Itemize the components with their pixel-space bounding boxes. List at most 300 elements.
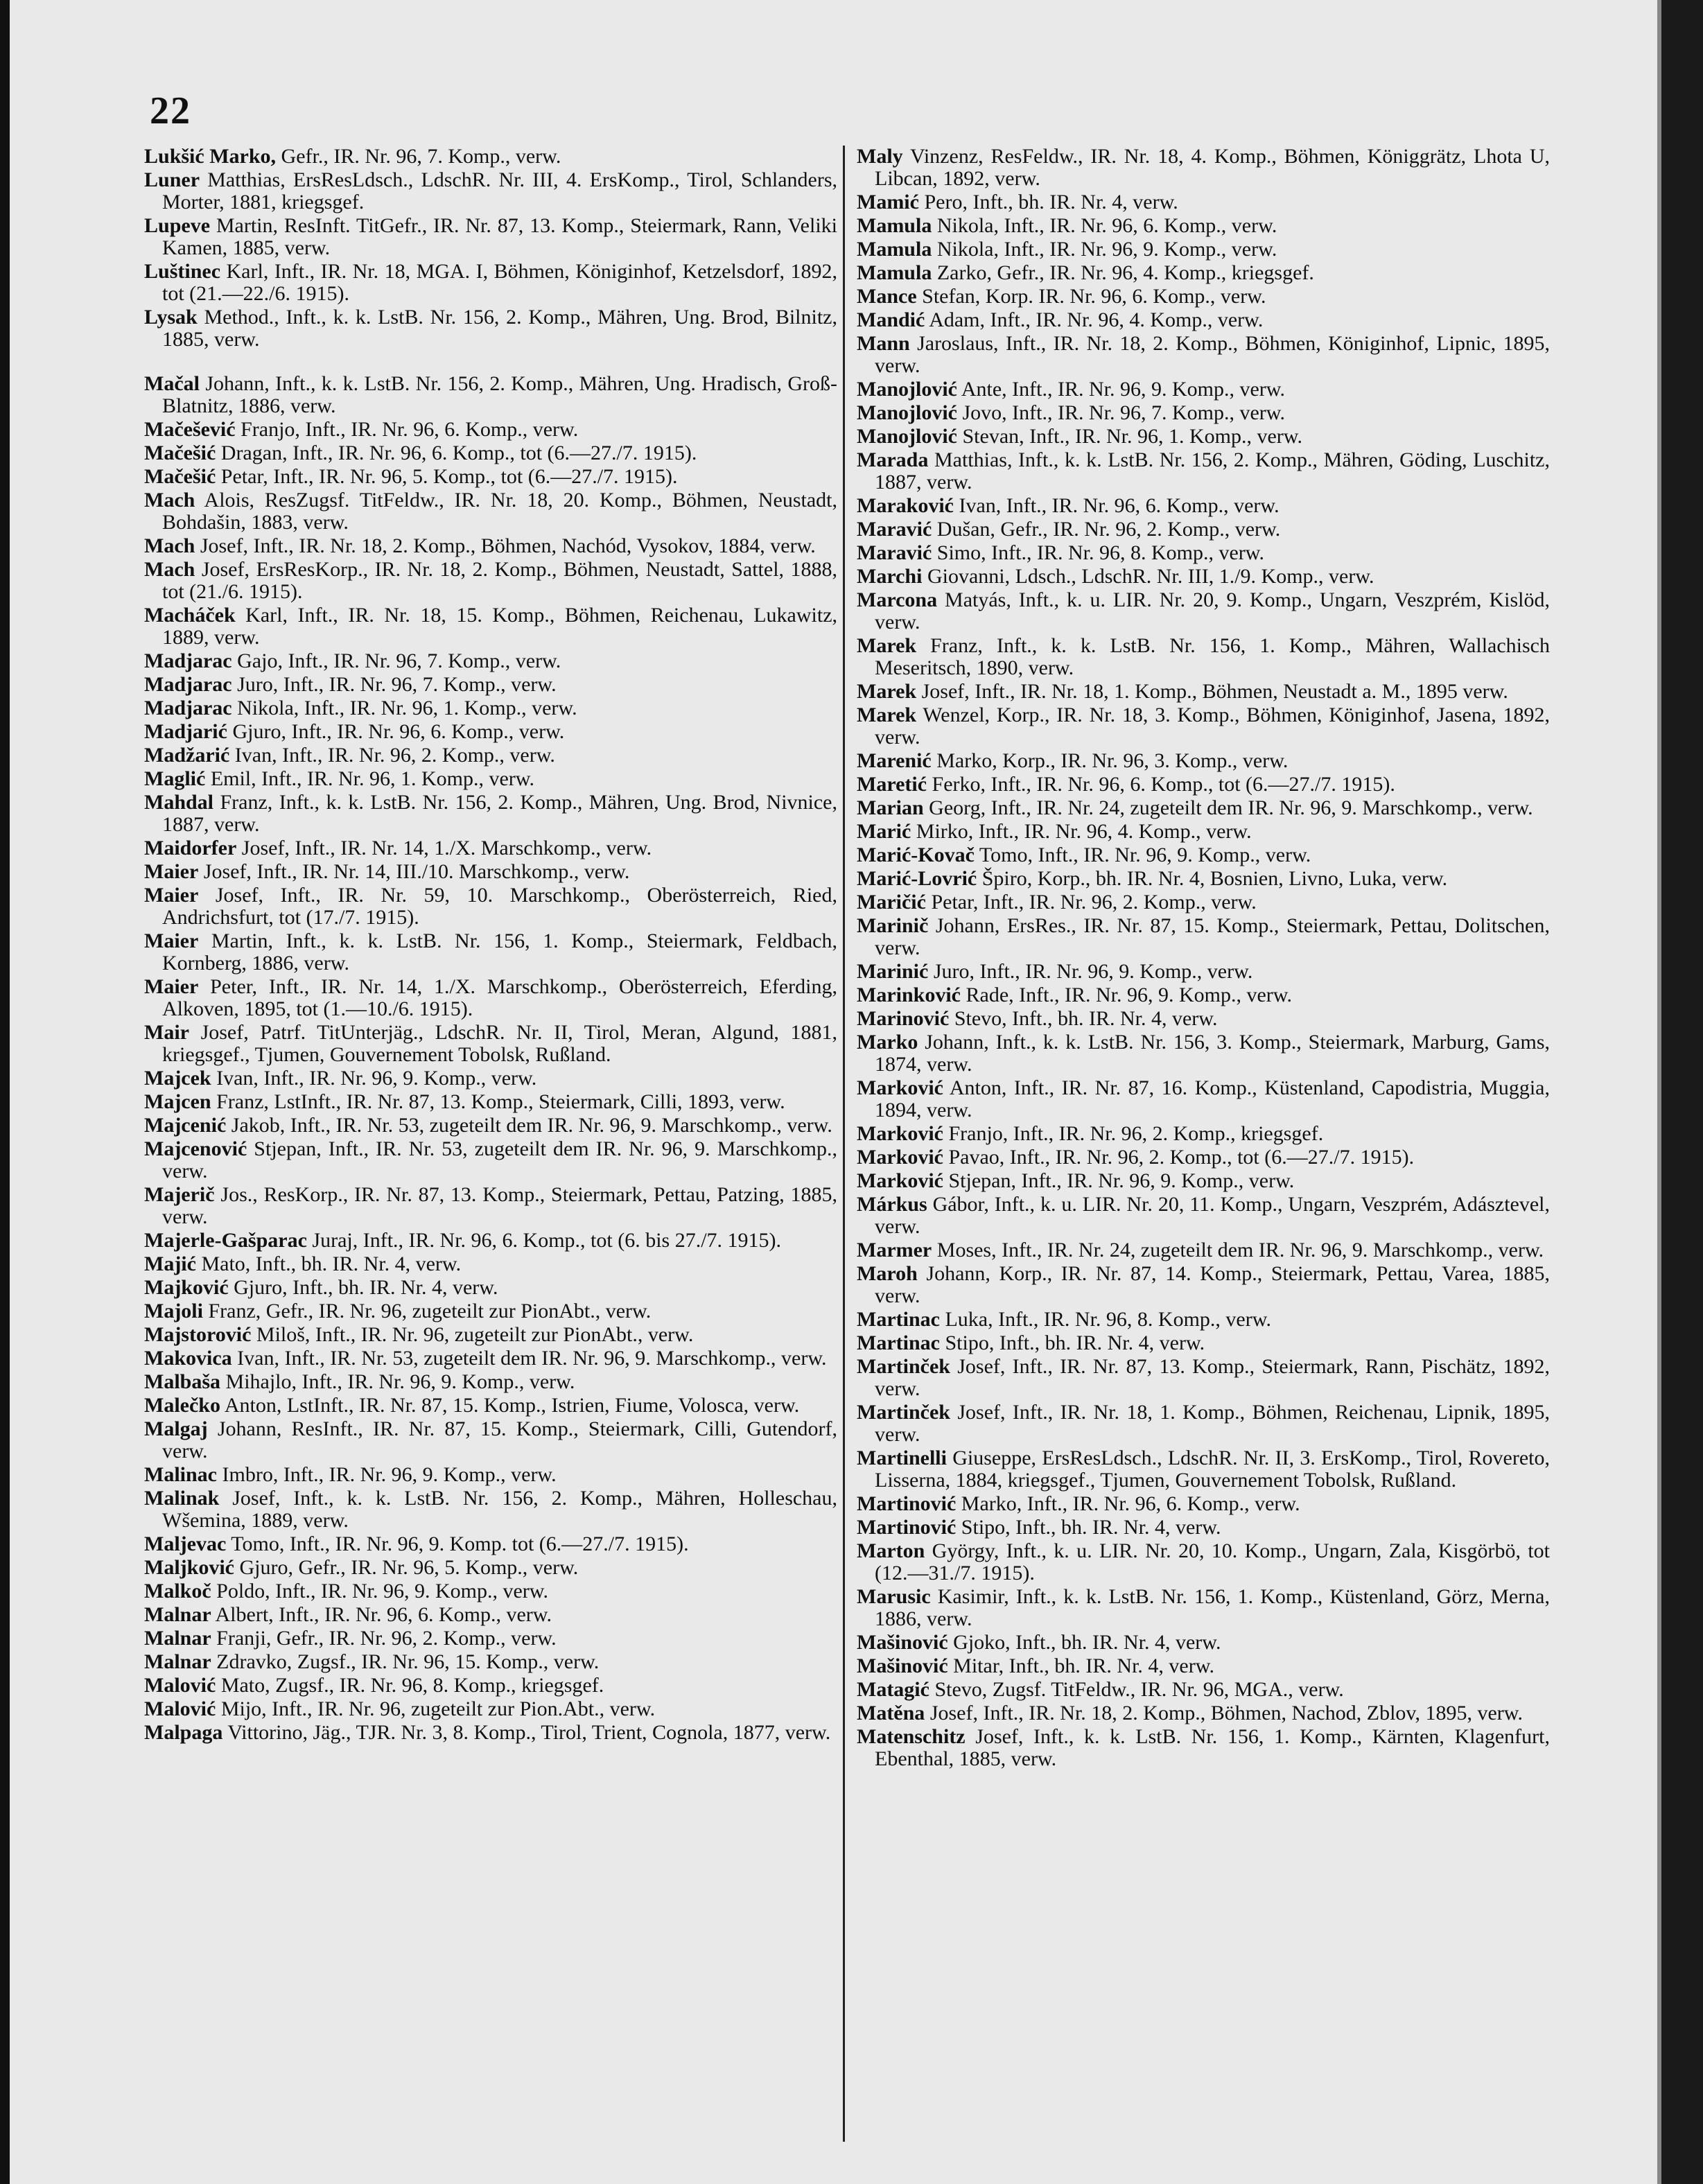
entry-details: Gajo, Inft., IR. Nr. 96, 7. Komp., verw. [237,649,561,672]
register-entry [857,449,1550,493]
entry-details: Ivan, Inft., IR. Nr. 96, 2. Komp., verw. [234,744,555,767]
entry-name: Majerle-Gašparac [144,1229,307,1252]
entry-details: Nikola, Inft., IR. Nr. 96, 6. Komp., verw. [936,214,1277,237]
entry-details: Marko, Korp., IR. Nr. 96, 3. Komp., verw. [936,749,1289,772]
entry-name: Maidorfer [144,837,237,859]
register-entry [144,1324,837,1346]
register-entry [857,566,1550,588]
register-entry [857,844,1550,866]
register-entry [857,681,1550,703]
entry-name: Malnar [144,1650,211,1673]
register-entry [144,489,837,534]
register-entry [144,976,837,1020]
entry-name: Marinković [857,984,961,1006]
register-entry [857,1540,1550,1584]
entry-name: Marian [857,796,924,819]
register-entry [144,1418,837,1462]
entry-details: Giuseppe, ErsResLdsch., LdschR. Nr. II, 3. ErsKomp., Tirol, Rovereto, Lisserna, 1884, kriegsgef., Tjumen, Gouvernement Tobolsk, Rußland. [875,1447,1551,1492]
entry-name: Maier [144,860,199,883]
register-entry [144,559,837,603]
entry-details: Stevo, Inft., bh. IR. Nr. 4, verw. [954,1007,1218,1030]
entry-details: Matyás, Inft., k. u. LIR. Nr. 20, 9. Komp., Ungarn, Veszprém, Kislöd, verw. [875,588,1550,634]
register-entry [857,518,1550,541]
entry-name: Majić [144,1252,196,1275]
register-entry [144,884,837,929]
entry-details: Vinzenz, ResFeldw., IR. Nr. 18, 4. Komp., Böhmen, Königgrätz, Lhota U, Libcan, 1892, verw. [875,145,1551,190]
entry-name: Marić-Kovač [857,844,975,866]
entry-details: Franz, LstInft., IR. Nr. 87, 13. Komp., Steiermark, Cilli, 1893, verw. [216,1090,785,1113]
register-entry [144,215,837,259]
register-entry [857,1170,1550,1192]
entry-name: Marković [857,1122,943,1145]
entry-name: Marek [857,634,917,657]
register-entry [144,1347,837,1370]
entry-details: Method., Inft., k. k. LstB. Nr. 156, 2. Komp., Mähren, Ung. Brod, Bilnitz, 1885, verw. [162,306,837,351]
entry-name: Malović [144,1674,216,1697]
register-entry [857,1726,1550,1770]
register-entry [144,1300,837,1322]
register-entry [144,1115,837,1137]
entry-name: Marković [857,1169,943,1192]
scan-edge-left [0,0,10,2184]
entry-details: Johann, ErsRes., IR. Nr. 87, 15. Komp., Steiermark, Pettau, Dolitschen, verw. [875,914,1550,959]
entry-details: Martin, Inft., k. k. LstB. Nr. 156, 1. Komp., Steiermark, Feldbach, Kornberg, 1886, verw. [162,929,837,975]
entry-name: Maier [144,929,199,952]
entry-details: Johann, ResInft., IR. Nr. 87, 15. Komp., Steiermark, Cilli, Gutendorf, verw. [162,1417,837,1462]
entry-details: Mato, Inft., bh. IR. Nr. 4, verw. [201,1252,462,1275]
entry-details: Anton, Inft., IR. Nr. 87, 16. Komp., Küstenland, Capodistria, Muggia, 1894, verw. [875,1076,1550,1121]
entry-details: Juraj, Inft., IR. Nr. 96, 6. Komp., tot (6. bis 27./7. 1915). [312,1229,782,1252]
register-entry [144,1138,837,1182]
register-entry [857,146,1550,190]
entry-name: Marada [857,448,929,471]
register-entry [144,1651,837,1673]
register-entry [144,1184,837,1228]
register-entry [857,1401,1550,1446]
entry-name: Matěna [857,1702,925,1724]
entry-details: Pavao, Inft., IR. Nr. 96, 2. Komp., tot (6.—27./7. 1915). [948,1146,1415,1169]
register-entry [144,1464,837,1486]
entry-name: Matenschitz [857,1725,966,1748]
register-entry [144,535,837,557]
entry-details: Mirko, Inft., IR. Nr. 96, 4. Komp., verw. [916,820,1252,843]
entry-name: Martinović [857,1516,957,1539]
entry-name: Maravić [857,518,932,541]
entry-name: Mašinović [857,1654,948,1677]
register-entry [857,891,1550,914]
entry-details: Gefr., IR. Nr. 96, 7. Komp., verw. [281,145,561,168]
entry-name: Malnar [144,1603,211,1626]
register-entry [144,1627,837,1650]
entry-details: Jaroslaus, Inft., IR. Nr. 18, 2. Komp., Böhmen, Königinhof, Lipnic, 1895, verw. [875,332,1551,377]
entry-details: Josef, Inft., IR. Nr. 87, 13. Komp., Steiermark, Rann, Pischätz, 1892, verw. [875,1355,1551,1400]
register-entry [857,402,1550,424]
page-number: 22 [150,89,191,132]
entry-name: Maroh [857,1262,918,1285]
entry-name: Majković [144,1276,229,1299]
register-entry [144,1698,837,1720]
entry-details: Stevo, Zugsf. TitFeldw., IR. Nr. 96, MGA., verw. [934,1678,1344,1701]
entry-name: Manojlović [857,401,957,424]
entry-name: Martinac [857,1331,940,1354]
entry-details: Franz, Inft., k. k. LstB. Nr. 156, 1. Komp., Mähren, Wallachisch Meseritsch, 1890, verw. [875,634,1550,679]
entry-details: Špiro, Korp., bh. IR. Nr. 4, Bosnien, Livno, Luka, verw. [981,867,1448,890]
entry-name: Majoli [144,1300,203,1322]
entry-details: Franjo, Inft., IR. Nr. 96, 2. Komp., kriegsgef. [948,1122,1324,1145]
entry-details: Josef, Patrf. TitUnterjäg., LdschR. Nr. II, Tirol, Meran, Algund, 1881, kriegsgef., Tjumen, Gouvernement Tobolsk, Rußland. [162,1021,837,1066]
entry-details: Mitar, Inft., bh. IR. Nr. 4, verw. [953,1654,1214,1677]
entry-name: Mach [144,534,195,557]
register-entry [144,1533,837,1555]
entry-details: Alois, ResZugsf. TitFeldw., IR. Nr. 18, 20. Komp., Böhmen, Neustadt, Bohdašin, 1883, verw. [162,489,837,534]
register-entry [857,915,1550,959]
entry-details: Franz, Gefr., IR. Nr. 96, zugeteilt zur PionAbt., verw. [208,1300,652,1322]
entry-name: Matagić [857,1678,929,1701]
register-entry [857,1679,1550,1701]
register-entry [857,774,1550,796]
register-entry [857,1356,1550,1400]
entry-details: Emil, Inft., IR. Nr. 96, 1. Komp., verw. [210,767,534,790]
register-entry [857,1332,1550,1354]
entry-details: Ivan, Inft., IR. Nr. 96, 6. Komp., verw. [959,494,1280,517]
entry-details: Stjepan, Inft., IR. Nr. 53, zugeteilt dem IR. Nr. 96, 9. Marschkomp., verw. [162,1137,837,1182]
entry-details: Dragan, Inft., IR. Nr. 96, 6. Komp., tot (6.—27./7. 1915). [220,442,697,464]
entry-name: Marenić [857,749,932,772]
entry-details: Franjo, Inft., IR. Nr. 96, 6. Komp., verw. [241,418,579,441]
register-entry [144,261,837,305]
entry-name: Madjarac [144,673,232,696]
entry-name: Malović [144,1697,216,1720]
entry-name: Madjarac [144,697,232,719]
register-entry [857,238,1550,261]
entry-details: Josef, Inft., IR. Nr. 14, 1./X. Marschkomp., verw. [241,837,652,859]
entry-name: Lupeve [144,214,211,237]
entry-details: Petar, Inft., IR. Nr. 96, 2. Komp., verw. [931,891,1257,914]
entry-details: Gjuro, Inft., IR. Nr. 96, 6. Komp., verw. [232,720,565,743]
entry-details: Miloš, Inft., IR. Nr. 96, zugeteilt zur PionAbt., verw. [256,1323,694,1346]
entry-name: Marton [857,1539,925,1562]
entry-details: Stipo, Inft., bh. IR. Nr. 4, verw. [945,1331,1205,1354]
entry-details: Juro, Inft., IR. Nr. 96, 7. Komp., verw. [237,673,557,696]
register-entry [144,837,837,859]
register-entry [857,1031,1550,1076]
register-entry [857,286,1550,308]
entry-details: Josef, Inft., IR. Nr. 18, 1. Komp., Böhmen, Reichenau, Lipnik, 1895, verw. [875,1401,1550,1446]
entry-details: Rade, Inft., IR. Nr. 96, 9. Komp., verw. [966,984,1292,1006]
entry-details: Stjepan, Inft., IR. Nr. 96, 9. Komp., verw. [948,1169,1295,1192]
entry-name: Martinelli [857,1447,947,1469]
entry-name: Marković [857,1076,943,1099]
entry-details: Tomo, Inft., IR. Nr. 96, 9. Komp., verw. [979,844,1311,866]
column-divider [843,146,845,2142]
entry-name: Majcek [144,1067,211,1090]
scan-edge-right [1661,0,1703,2184]
register-entry [144,1604,837,1626]
register-entry [857,1008,1550,1030]
entry-details: Marko, Inft., IR. Nr. 96, 6. Komp., verw. [961,1492,1300,1515]
entry-name: Makovica [144,1347,232,1370]
entry-details: Ante, Inft., IR. Nr. 96, 9. Komp., verw. [961,378,1285,401]
entry-details: Dušan, Gefr., IR. Nr. 96, 2. Komp., verw. [936,518,1281,541]
register-entry [857,1194,1550,1238]
entry-details: Karl, Inft., IR. Nr. 18, MGA. I, Böhmen, Königinhof, Ketzelsdorf, 1892, tot (21.—22./6. 1915). [162,260,837,305]
entry-details: Martin, ResInft. TitGefr., IR. Nr. 87, 13. Komp., Steiermark, Rann, Veliki Kamen, 1885, verw. [162,214,837,259]
entry-name: Maglić [144,767,206,790]
entry-name: Maier [144,884,199,907]
entry-name: Maljevac [144,1532,227,1555]
entry-name: Mandić [857,308,925,331]
register-entry [857,262,1550,284]
register-entry [144,1487,837,1532]
entry-name: Madžarić [144,744,230,767]
register-entry [857,1632,1550,1654]
entry-details: Albert, Inft., IR. Nr. 96, 6. Komp., verw. [215,1603,552,1626]
entry-name: Maretić [857,773,927,796]
entry-name: Maly [857,145,903,168]
entry-details: Matthias, Inft., k. k. LstB. Nr. 156, 2. Komp., Mähren, Göding, Luschitz, 1887, verw. [875,448,1550,493]
register-entry [144,1067,837,1090]
register-entry [857,1655,1550,1677]
entry-details: Johann, Inft., k. k. LstB. Nr. 156, 3. Komp., Steiermark, Marburg, Gams, 1874, verw. [875,1031,1551,1076]
entry-name: Marinović [857,1007,950,1030]
entry-name: Lukšić Marko, [144,145,277,168]
register-entry [144,861,837,883]
entry-name: Mamula [857,261,932,284]
register-entry [857,191,1550,213]
entry-name: Marusic [857,1585,931,1608]
register-entry [144,466,837,488]
register-entry [857,961,1550,983]
register-entry [857,333,1550,377]
register-entry [857,1077,1550,1121]
entry-name: Marcona [857,588,938,611]
entry-details: Juro, Inft., IR. Nr. 96, 9. Komp., verw. [933,960,1253,983]
entry-name: Martinček [857,1401,950,1424]
entry-details: Imbro, Inft., IR. Nr. 96, 9. Komp., verw. [222,1463,557,1486]
entry-name: Márkus [857,1193,927,1216]
register-entry [857,378,1550,401]
entry-name: Majcenović [144,1137,247,1160]
entry-name: Marković [857,1146,943,1169]
entry-name: Mach [144,558,195,581]
entry-name: Mamula [857,214,932,237]
register-entry [144,442,837,464]
entry-details: Nikola, Inft., IR. Nr. 96, 1. Komp., verw. [237,697,577,719]
register-entry [144,792,837,836]
entry-name: Madjarić [144,720,227,743]
register-entry [857,1123,1550,1145]
entry-name: Maljković [144,1556,234,1579]
entry-name: Mamula [857,238,932,261]
entry-details: Matthias, ErsResLdsch., LdschR. Nr. III, 4. ErsKomp., Tirol, Schlanders, Morter, 1881, kriegsgef. [162,168,837,213]
register-entry [144,721,837,743]
register-entry [857,704,1550,749]
entry-name: Majerič [144,1183,215,1206]
register-entry [144,650,837,672]
entry-name: Mair [144,1021,189,1044]
entry-details: Mijo, Inft., IR. Nr. 96, zugeteilt zur Pion.Abt., verw. [220,1697,656,1720]
entry-details: Tomo, Inft., IR. Nr. 96, 9. Komp. tot (6.—27./7. 1915). [231,1532,689,1555]
entry-name: Martinček [857,1355,950,1378]
entry-details: Petar, Inft., IR. Nr. 96, 5. Komp., tot (6.—27./7. 1915). [220,465,678,488]
register-entry [857,1517,1550,1539]
register-entry [857,1447,1550,1492]
entry-details: Zdravko, Zugsf., IR. Nr. 96, 15. Komp., verw. [216,1650,600,1673]
register-entry [144,169,837,213]
entry-name: Majstorović [144,1323,252,1346]
entry-name: Marić [857,820,911,843]
register-entry [857,426,1550,448]
right-column [857,146,1550,1772]
register-entry [144,1230,837,1252]
entry-name: Malinak [144,1487,220,1510]
entry-name: Malečko [144,1394,220,1417]
register-entry [857,1586,1550,1630]
entry-name: Marinić [857,960,929,983]
entry-name: Maričić [857,891,926,914]
entry-name: Malbaša [144,1370,221,1393]
register-entry [144,1557,837,1579]
entry-name: Marmer [857,1239,932,1261]
entry-details: Gjoko, Inft., bh. IR. Nr. 4, verw. [953,1631,1221,1654]
entry-name: Martinović [857,1492,957,1515]
register-entry [857,1702,1550,1724]
entry-details: Poldo, Inft., IR. Nr. 96, 9. Komp., verw. [216,1580,549,1602]
entry-details: Giovanni, Ldsch., LdschR. Nr. III, 1./9. Komp., verw. [927,565,1374,588]
entry-details: Jovo, Inft., IR. Nr. 96, 7. Komp., verw. [962,401,1285,424]
register-entry [144,1277,837,1299]
entry-name: Marchi [857,565,923,588]
entry-name: Malkoč [144,1580,211,1602]
entry-name: Marko [857,1031,918,1054]
entry-details: Wenzel, Korp., IR. Nr. 18, 3. Komp., Böhmen, Königinhof, Jasena, 1892, verw. [875,704,1550,749]
entry-details: Mato, Zugsf., IR. Nr. 96, 8. Komp., kriegsgef. [220,1674,604,1697]
entry-details: Simo, Inft., IR. Nr. 96, 8. Komp., verw. [936,541,1264,564]
entry-name: Mance [857,285,917,308]
entry-name: Mach [144,489,195,512]
entry-details: Franz, Inft., k. k. LstB. Nr. 156, 2. Komp., Mähren, Ung. Brod, Nivnice, 1887, verw. [162,791,837,836]
entry-details: Stefan, Korp. IR. Nr. 96, 6. Komp., verw. [922,285,1266,308]
entry-name: Mann [857,332,910,355]
register-entry [857,495,1550,517]
register-entry [144,1580,837,1602]
register-entry [144,1371,837,1393]
register-entry [857,1493,1550,1515]
register-entry [857,1263,1550,1307]
register-entry [144,1253,837,1275]
register-entry [144,1022,837,1066]
entry-details: Anton, LstInft., IR. Nr. 87, 15. Komp., Istrien, Fiume, Volosca, verw. [224,1394,800,1417]
entry-details: Franji, Gefr., IR. Nr. 96, 2. Komp., verw. [216,1627,557,1650]
entry-details: Pero, Inft., bh. IR. Nr. 4, verw. [924,191,1178,213]
entry-details: Jakob, Inft., IR. Nr. 53, zugeteilt dem IR. Nr. 96, 9. Marschkomp., verw. [231,1114,832,1137]
register-entry [857,1146,1550,1169]
entry-details: Josef, Inft., k. k. LstB. Nr. 156, 1. Komp., Kärnten, Klagenfurt, Ebenthal, 1885, verw. [875,1725,1550,1770]
entry-details: Stipo, Inft., bh. IR. Nr. 4, verw. [961,1516,1221,1539]
entry-name: Lysak [144,306,198,329]
register-entry [144,419,837,441]
entry-details: Moses, Inft., IR. Nr. 24, zugeteilt dem IR. Nr. 96, 9. Marschkomp., verw. [936,1239,1544,1261]
entry-name: Mačešić [144,442,216,464]
entry-details: Ferko, Inft., IR. Nr. 96, 6. Komp., tot (6.—27./7. 1915). [932,773,1395,796]
entry-details: Johann, Inft., k. k. LstB. Nr. 156, 2. Komp., Mähren, Ung. Hradisch, Groß-Blatnitz, 1886, verw. [162,372,837,417]
register-entry [144,674,837,696]
register-entry [144,1395,837,1417]
entry-details: Josef, Inft., IR. Nr. 14, III./10. Marschkomp., verw. [203,860,630,883]
entry-name: Maravić [857,541,932,564]
entry-name: Luner [144,168,200,191]
register-entry [857,589,1550,634]
entry-details: Josef, Inft., IR. Nr. 18, 2. Komp., Böhmen, Nachod, Zblov, 1895, verw. [929,1702,1523,1724]
entry-name: Majcen [144,1090,211,1113]
entry-name: Marinič [857,914,929,937]
entry-details: Gjuro, Inft., bh. IR. Nr. 4, verw. [234,1276,498,1299]
entry-name: Malgaj [144,1417,208,1440]
register-entry [144,697,837,719]
register-entry [144,146,837,168]
entry-details: Nikola, Inft., IR. Nr. 96, 9. Komp., verw. [936,238,1277,261]
entry-details: Jos., ResKorp., IR. Nr. 87, 13. Komp., Steiermark, Pettau, Patzing, 1885, verw. [162,1183,838,1228]
register-entry [144,1722,837,1744]
entry-details: Mihajlo, Inft., IR. Nr. 96, 9. Komp., verw. [225,1370,575,1393]
entry-name: Malpaga [144,1721,223,1744]
left-column [144,146,837,1745]
entry-name: Mačešević [144,418,236,441]
entry-name: Martinac [857,1308,940,1331]
entry-name: Mahdal [144,791,214,814]
entry-name: Manojlović [857,425,957,448]
register-entry [857,309,1550,331]
entry-name: Marek [857,680,917,703]
entry-name: Maier [144,975,199,998]
entry-details: György, Inft., k. u. LIR. Nr. 20, 10. Komp., Ungarn, Zala, Kisgörbö, tot (12.—31./7. 1915). [875,1539,1551,1584]
entry-details: Josef, Inft., IR. Nr. 18, 1. Komp., Böhmen, Neustadt a. M., 1895 verw. [921,680,1508,703]
register-entry [144,604,837,649]
register-entry [857,797,1550,819]
register-entry [857,635,1550,679]
entry-details: Vittorino, Jäg., TJR. Nr. 3, 8. Komp., Tirol, Trient, Cognola, 1877, verw. [227,1721,831,1744]
entry-name: Malnar [144,1627,211,1650]
entry-details: Kasimir, Inft., k. k. LstB. Nr. 156, 1. Komp., Küstenland, Görz, Merna, 1886, verw. [875,1585,1550,1630]
entry-details: Gjuro, Gefr., IR. Nr. 96, 5. Komp., verw. [239,1556,579,1579]
entry-details: Adam, Inft., IR. Nr. 96, 4. Komp., verw. [929,308,1264,331]
entry-details: Luka, Inft., IR. Nr. 96, 8. Komp., verw. [945,1308,1271,1331]
register-entry [857,215,1550,237]
register-entry [857,542,1550,564]
entry-details: Gábor, Inft., k. u. LIR. Nr. 20, 11. Komp., Ungarn, Veszprém, Adásztevel, verw. [875,1193,1550,1238]
entry-name: Mamić [857,191,919,213]
entry-details: Stevan, Inft., IR. Nr. 96, 1. Komp., verw. [962,425,1302,448]
entry-name: Malinac [144,1463,217,1486]
register-entry [144,1091,837,1113]
register-entry [857,821,1550,843]
entry-name: Maraković [857,494,954,517]
entry-name: Mačal [144,372,200,395]
register-entry [857,1309,1550,1331]
register-entry [857,750,1550,772]
register-entry [144,744,837,767]
entry-details: Josef, Inft., IR. Nr. 18, 2. Komp., Böhmen, Nachód, Vysokov, 1884, verw. [200,534,816,557]
entry-details: Johann, Korp., IR. Nr. 87, 14. Komp., Steiermark, Pettau, Varea, 1885, verw. [875,1262,1551,1307]
register-entry [857,984,1550,1006]
entry-details: Ivan, Inft., IR. Nr. 96, 9. Komp., verw. [216,1067,537,1090]
entry-name: Marić-Lovrić [857,867,977,890]
entry-name: Mačešić [144,465,216,488]
entry-name: Macháček [144,604,236,627]
entry-details: Ivan, Inft., IR. Nr. 53, zugeteilt dem IR. Nr. 96, 9. Marschkomp., verw. [237,1347,827,1370]
entry-name: Manojlović [857,378,957,401]
entry-details: Peter, Inft., IR. Nr. 14, 1./X. Marschkomp., Oberösterreich, Eferding, Alkoven, 1895, tot (1.—10./6. 1915). [162,975,837,1020]
